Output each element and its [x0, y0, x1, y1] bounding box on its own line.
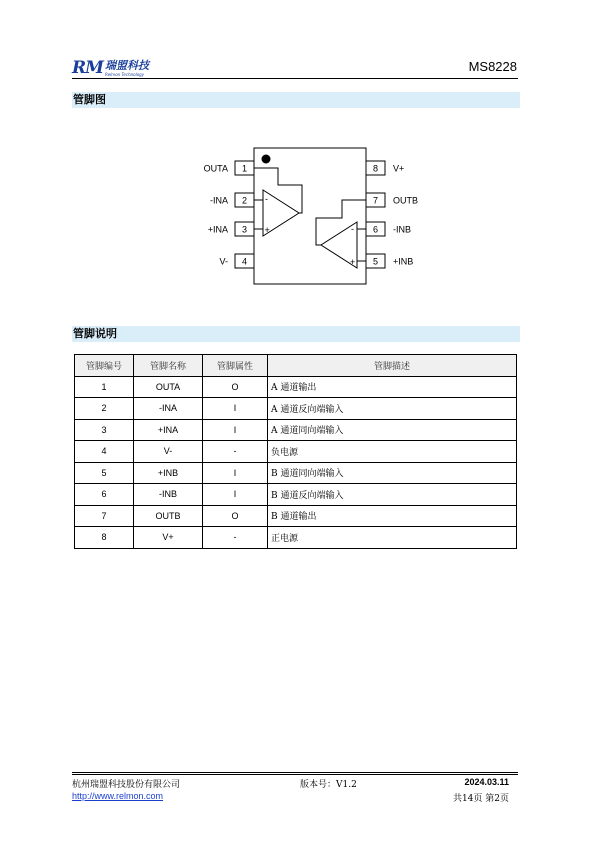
- cell-pin-name: OUTA: [134, 376, 203, 398]
- table-row: [75, 376, 517, 398]
- cell-pin-name: +INB: [134, 462, 203, 484]
- op-amp-a-inverting-sign: -: [265, 194, 268, 204]
- table-row: [75, 419, 517, 441]
- op-amp-b-inverting-sign: -: [351, 224, 354, 234]
- cell-pin-name: -INB: [134, 484, 203, 506]
- cell-pin-description: A 通道输出: [268, 376, 517, 398]
- pin-6-name: -INB: [393, 224, 411, 235]
- pin-4: [219, 254, 254, 268]
- footer-divider: [72, 772, 518, 773]
- cell-pin-number: 4: [75, 441, 134, 463]
- pin-1: [204, 161, 254, 175]
- pin-8: [366, 161, 404, 175]
- footer-page-info: 共14页 第2页: [452, 794, 509, 804]
- footer-website-link[interactable]: http://www.relmon.com: [72, 791, 164, 801]
- pin-7-number: 7: [372, 195, 379, 206]
- cell-pin-attribute: I: [203, 419, 268, 441]
- cell-pin-attribute: I: [203, 462, 268, 484]
- footer-date: 2024.03.11: [464, 777, 509, 787]
- table-header-row: [75, 355, 517, 377]
- cell-pin-description: 负电源: [268, 441, 517, 463]
- pin1-marker-dot: [262, 155, 271, 164]
- table-row: [75, 527, 517, 549]
- cell-pin-attribute: O: [203, 505, 268, 527]
- cell-pin-description: A 通道反向端输入: [268, 398, 517, 420]
- cell-pin-name: OUTB: [134, 505, 203, 527]
- logo-english-name: Relmon Technology: [104, 72, 145, 77]
- section-heading-pin-diagram: 管脚图: [72, 92, 520, 108]
- pin-3: [208, 222, 254, 236]
- cell-pin-number: 8: [75, 527, 134, 549]
- table-row: [75, 505, 517, 527]
- part-number: MS8228: [468, 59, 517, 74]
- section-heading-pin-description: 管脚说明: [72, 326, 520, 342]
- pin-6-number: 6: [372, 224, 379, 235]
- logo-mark: RM: [72, 58, 103, 78]
- header-pin-attribute: 管脚属性: [203, 355, 268, 377]
- pin-2: [210, 193, 254, 207]
- cell-pin-description: B 通道同向端输入: [268, 462, 517, 484]
- cell-pin-number: 2: [75, 398, 134, 420]
- pin-description-table: [74, 354, 517, 549]
- cell-pin-name: V+: [134, 527, 203, 549]
- pin-8-number: 8: [372, 163, 379, 174]
- cell-pin-attribute: I: [203, 484, 268, 506]
- cell-pin-name: +INA: [134, 419, 203, 441]
- pin-5-name: +INB: [393, 256, 414, 267]
- footer-version: 版本号：V1.2: [300, 780, 357, 790]
- table-row: [75, 462, 517, 484]
- cell-pin-number: 7: [75, 505, 134, 527]
- cell-pin-description: A 通道同向端输入: [268, 419, 517, 441]
- op-amp-a-noninverting-sign: +: [264, 225, 270, 235]
- pin-2-name: -INA: [210, 195, 228, 206]
- cell-pin-number: 6: [75, 484, 134, 506]
- pin-7: [366, 193, 418, 207]
- cell-pin-attribute: O: [203, 376, 268, 398]
- cell-pin-attribute: -: [203, 441, 268, 463]
- pin-5-number: 5: [372, 256, 379, 267]
- table-row: [75, 441, 517, 463]
- pin-2-number: 2: [241, 195, 248, 206]
- pin-3-number: 3: [241, 224, 248, 235]
- cell-pin-attribute: -: [203, 527, 268, 549]
- cell-pin-attribute: I: [203, 398, 268, 420]
- footer-divider-secondary: [72, 774, 518, 775]
- footer-company-name: 杭州瑞盟科技股份有限公司: [72, 780, 181, 790]
- company-logo: [72, 57, 149, 77]
- pin-4-name: V-: [219, 256, 228, 267]
- cell-pin-description: B 通道反向端输入: [268, 484, 517, 506]
- pin-6: [366, 222, 411, 236]
- pin-1-number: 1: [241, 163, 248, 174]
- header-pin-description: 管脚描述: [268, 355, 517, 377]
- table-row: [75, 398, 517, 420]
- cell-pin-name: V-: [134, 441, 203, 463]
- header-pin-name: 管脚名称: [134, 355, 203, 377]
- cell-pin-description: 正电源: [268, 527, 517, 549]
- header-pin-number: 管脚编号: [75, 355, 134, 377]
- op-amp-b-noninverting-sign: +: [350, 257, 356, 267]
- table-row: [75, 484, 517, 506]
- pin-5: [366, 254, 413, 268]
- cell-pin-number: 3: [75, 419, 134, 441]
- pinout-diagram: [190, 140, 430, 290]
- cell-pin-name: -INA: [134, 398, 203, 420]
- cell-pin-description: B 通道输出: [268, 505, 517, 527]
- pin-3-name: +INA: [207, 224, 228, 235]
- cell-pin-number: 1: [75, 376, 134, 398]
- cell-pin-number: 5: [75, 462, 134, 484]
- pin-8-name: V+: [393, 163, 405, 174]
- header-divider: [72, 78, 518, 79]
- pin-4-number: 4: [241, 256, 248, 267]
- pin-1-name: OUTA: [203, 163, 228, 174]
- logo-chinese-name: 瑞盟科技: [104, 59, 149, 72]
- pin-7-name: OUTB: [393, 195, 419, 206]
